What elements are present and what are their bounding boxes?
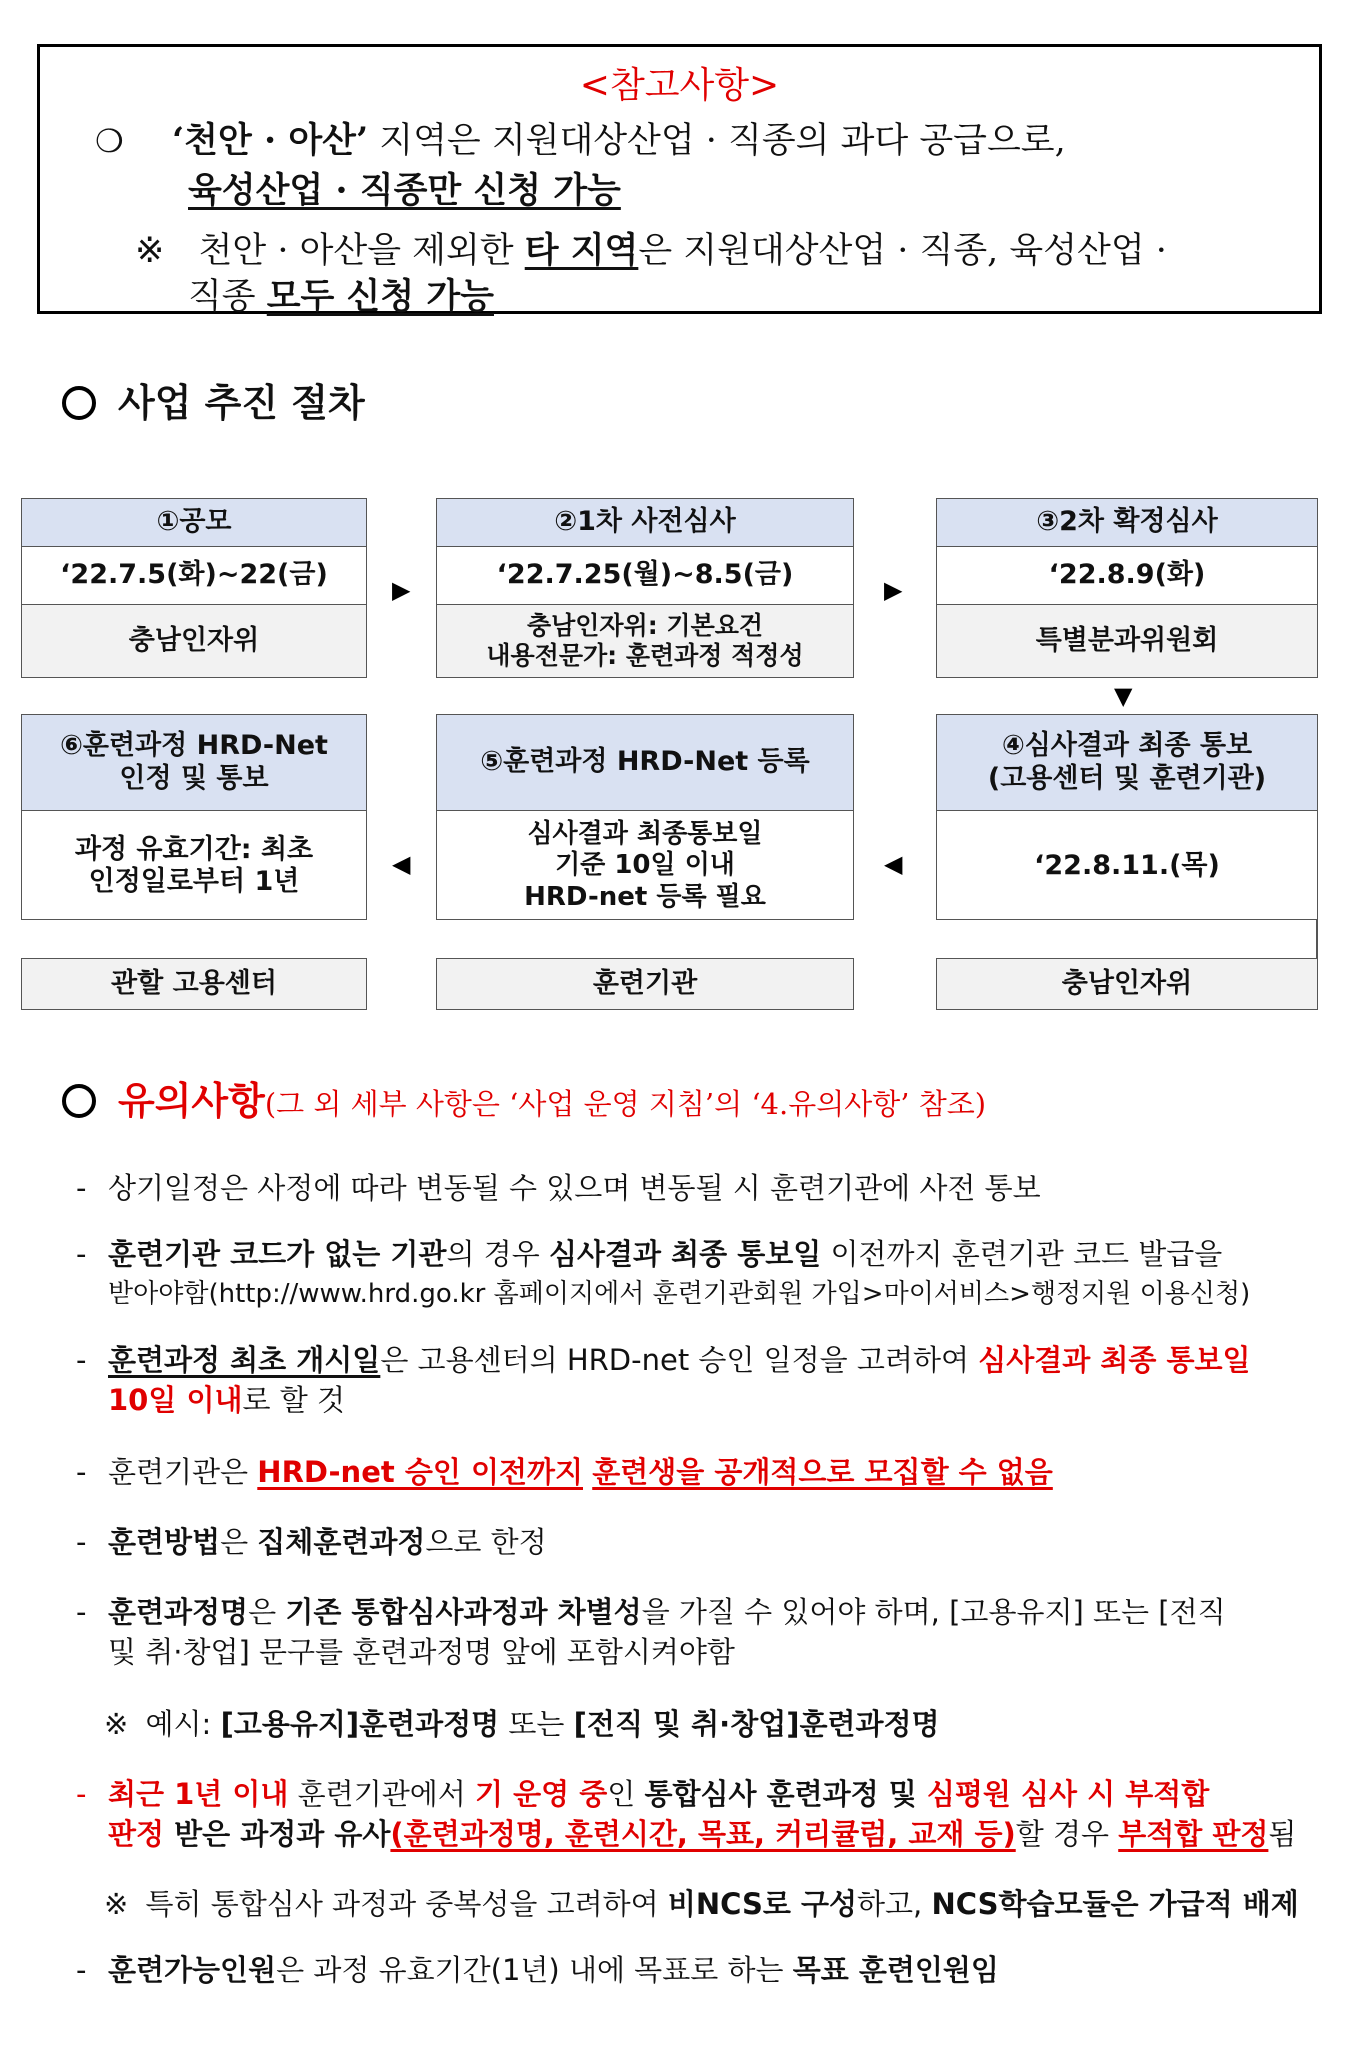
flow-step-6-header-line1: ⑥훈련과정 HRD-Net xyxy=(60,730,328,762)
note-6 xyxy=(76,1592,1226,1632)
note-8-bold-c: 목표 훈련인원임 xyxy=(792,1953,999,1987)
flow-step-5-body-line1: 심사결과 최종통보일 xyxy=(527,819,763,850)
flow-step-5-header: ⑤훈련과정 HRD-Net 등록 xyxy=(437,715,853,811)
bottom-label-left-text: 관할 고용센터 xyxy=(22,959,366,1009)
reference-box xyxy=(37,44,1322,317)
note-6-text-d: 을 가질 수 있어야 하며, [고용유지] 또는 [전직 xyxy=(641,1595,1226,1629)
flow-step-2-org xyxy=(437,605,853,677)
note-8 xyxy=(76,1950,999,1990)
flow-step-1-date: ‘22.7.5(화)~22(금) xyxy=(22,547,366,605)
note-4-red-d: 훈련생을 공개적으로 모집할 수 없음 xyxy=(592,1455,1053,1489)
note-5-text-b: 은 xyxy=(220,1525,258,1559)
flow-step-3-org: 특별분과위원회 xyxy=(937,605,1317,677)
reference-bullet-1 xyxy=(95,113,1066,163)
flow-step-2-header: ②1차 사전심사 xyxy=(437,499,853,547)
note-7-red-c: 기 운영 중 xyxy=(474,1777,608,1811)
dash-bullet: - xyxy=(76,1455,87,1489)
flow-step-5 xyxy=(436,714,854,920)
reference-bullet-2-text: 천안 · 아산을 제외한 xyxy=(198,231,525,271)
note-5 xyxy=(76,1522,547,1562)
circle-bullet-icon xyxy=(62,386,96,420)
note-3-text-e: 로 할 것 xyxy=(242,1383,345,1417)
note-7-red-f: 심평원 심사 시 부적합 xyxy=(926,1777,1210,1811)
flow-step-1-header: ①공모 xyxy=(22,499,366,547)
note-mark: ※ xyxy=(104,1887,129,1921)
note-5-text-d: 으로 한정 xyxy=(425,1525,547,1559)
note-4-space xyxy=(583,1455,592,1489)
dash-bullet: - xyxy=(76,1343,87,1377)
bottom-label-left xyxy=(21,958,367,1010)
reference-emphasis-region: 타 지역 xyxy=(524,230,639,271)
flow-step-2-org-line2: 내용전문가: 훈련과정 적정성 xyxy=(486,641,804,670)
note-8-text-b: 은 과정 유효기간(1년) 내에 목표로 하는 xyxy=(276,1953,793,1987)
section-notes-title xyxy=(62,1070,986,1125)
dash-bullet: - xyxy=(76,1595,87,1629)
note-6-text-b: 은 xyxy=(248,1595,286,1629)
flow-step-4-header-line2: (고용센터 및 훈련기관) xyxy=(987,762,1267,794)
section-process-title xyxy=(62,372,365,427)
dash-bullet: - xyxy=(76,1953,87,1987)
flow-step-5-body xyxy=(437,811,853,921)
note-7-red-i: (훈련과정명, 훈련시간, 목표, 커리큘럼, 교재 등) xyxy=(390,1817,1016,1851)
section-process-label: 사업 추진 절차 xyxy=(118,380,365,425)
flow-step-6-body-line2: 인정일로부터 1년 xyxy=(88,866,300,897)
note-7 xyxy=(76,1774,1209,1814)
note-3-red-c: 심사결과 최종 통보일 xyxy=(978,1343,1251,1377)
reference-bullet-1-text: 지역은 지원대상산업 · 직종의 과다 공급으로, xyxy=(368,121,1066,161)
arrow-down-icon: ▼ xyxy=(1114,682,1133,710)
note-3 xyxy=(76,1340,1251,1380)
note-7-text-b: 훈련기관에서 xyxy=(288,1777,475,1811)
circle-bullet-icon: ❍ xyxy=(95,122,124,160)
flow-step-1-org: 충남인자위 xyxy=(22,605,366,677)
note-7-line2 xyxy=(108,1814,1296,1854)
flow-step-6-body xyxy=(22,811,366,921)
reference-bullet-2-text-d: 직종 xyxy=(188,277,267,317)
flow-step-4 xyxy=(936,714,1318,920)
flow-step-6-header xyxy=(22,715,366,811)
note-7-example-text-c: 하고, xyxy=(857,1887,932,1921)
note-4 xyxy=(76,1452,1053,1492)
note-2-bold-c: 심사결과 최종 통보일 xyxy=(548,1237,822,1271)
reference-emphasis-all: 모두 신청 가능 xyxy=(266,276,494,317)
reference-bullet-2-text-cont: 은 지원대상산업 · 직종, 육성산업 · xyxy=(638,231,1167,271)
note-6-text-e: 및 취·창업] 문구를 훈련과정명 앞에 포함시켜야함 xyxy=(108,1635,735,1669)
note-7-text-l: 됨 xyxy=(1268,1817,1297,1851)
note-5-bold-c: 집체훈련과정 xyxy=(257,1525,426,1559)
note-3-red-d: 10일 이내 xyxy=(108,1383,243,1417)
note-6-example-label: 예시: xyxy=(145,1707,221,1741)
flow-step-4-header xyxy=(937,715,1317,811)
reference-bullet-2 xyxy=(135,223,1167,273)
note-7-red-a: 최근 1년 이내 xyxy=(108,1777,289,1811)
flow-step-6 xyxy=(21,714,367,920)
dash-bullet: - xyxy=(76,1171,87,1205)
note-4-red-b: HRD-net 승인 이전까지 xyxy=(257,1455,583,1489)
note-mark: ※ xyxy=(104,1707,129,1741)
note-2-text-d: 이전까지 훈련기관 코드 발급을 xyxy=(821,1237,1223,1271)
reference-bullet-2-line2 xyxy=(188,269,494,319)
dash-bullet: - xyxy=(76,1237,87,1271)
flow-step-4-date: ‘22.8.11.(목) xyxy=(1034,849,1220,881)
flow-step-3 xyxy=(936,498,1318,678)
flow-step-5-body-line3: HRD-net 등록 필요 xyxy=(524,881,766,912)
note-6-example-bold-b: [고용유지]훈련과정명 xyxy=(220,1707,500,1741)
reference-emphasis: 육성산업 · 직종만 신청 가능 xyxy=(188,170,621,211)
note-6-example xyxy=(104,1704,940,1744)
note-5-bold-a: 훈련방법 xyxy=(108,1525,221,1559)
arrow-left-icon: ◀ xyxy=(884,850,903,878)
dash-bullet: - xyxy=(76,1525,87,1559)
note-7-bold-e: 통합심사 훈련과정 및 xyxy=(644,1777,927,1811)
note-7-example-text-a: 특히 통합심사 과정과 중복성을 고려하여 xyxy=(145,1887,668,1921)
note-7-example-bold-b: 비NCS로 구성 xyxy=(667,1887,858,1921)
reference-title: <참고사항> xyxy=(579,65,780,106)
note-7-text-j: 할 경우 xyxy=(1015,1817,1119,1851)
arrow-left-icon: ◀ xyxy=(392,850,411,878)
note-6-line2 xyxy=(108,1632,735,1672)
note-2-line2 xyxy=(108,1274,1250,1314)
region-highlight: ‘천안 · 아산’ xyxy=(171,120,369,161)
dash-bullet: - xyxy=(76,1777,87,1811)
flow-step-2-date: ‘22.7.25(월)~8.5(금) xyxy=(437,547,853,605)
note-2-bold-a: 훈련기관 코드가 없는 기관 xyxy=(108,1237,447,1271)
note-6-bold-c: 기존 통합심사과정과 차별성 xyxy=(285,1595,642,1629)
bottom-label-right xyxy=(936,958,1318,1010)
flow-step-5-body-line2: 기준 10일 이내 xyxy=(555,850,735,881)
note-3-line2 xyxy=(108,1380,345,1420)
note-4-text-a: 훈련기관은 xyxy=(108,1455,258,1489)
note-2-text-e: 받아야함(http://www.hrd.go.kr 홈페이지에서 훈련기관회원 가입>마이서비스>행정지원 이용신청) xyxy=(108,1279,1251,1309)
note-mark: ※ xyxy=(135,231,165,271)
flow-step-6-header-line2: 인정 및 통보 xyxy=(119,762,269,794)
bottom-label-right-text: 충남인자위 xyxy=(937,959,1317,1009)
arrow-right-icon: ▶ xyxy=(392,576,411,604)
note-6-example-bold-d: [전직 및 취·창업]훈련과정명 xyxy=(573,1707,940,1741)
flow-step-2 xyxy=(436,498,854,678)
bottom-label-middle xyxy=(436,958,854,1010)
note-2-text-b: 의 경우 xyxy=(446,1237,549,1271)
circle-bullet-icon xyxy=(62,1084,96,1118)
flow-step-3-header: ③2차 확정심사 xyxy=(937,499,1317,547)
arrow-right-icon: ▶ xyxy=(884,576,903,604)
note-6-example-text-c: 또는 xyxy=(499,1707,574,1741)
flow-step-2-org-line1: 충남인자위: 기본요건 xyxy=(526,611,764,640)
bottom-label-middle-text: 훈련기관 xyxy=(437,959,853,1009)
note-1 xyxy=(76,1168,1346,1208)
flow-step-4-header-line1: ④심사결과 최종 통보 xyxy=(1001,730,1253,762)
note-7-red-k: 부적합 판정 xyxy=(1118,1817,1269,1851)
note-7-example-bold-d: NCS학습모듈은 가급적 배제 xyxy=(931,1887,1299,1921)
note-6-bold-a: 훈련과정명 xyxy=(108,1595,249,1629)
note-8-bold-a: 훈련가능인원 xyxy=(108,1953,277,1987)
note-7-example xyxy=(104,1884,1299,1924)
flow-step-6-body-line1: 과정 유효기간: 최초 xyxy=(74,833,314,865)
connector-line xyxy=(1316,920,1318,958)
section-notes-label: 유의사항 xyxy=(118,1078,265,1123)
note-3-bold-a: 훈련과정 최초 개시일 xyxy=(108,1343,381,1377)
section-notes-subtitle: (그 외 세부 사항은 ‘사업 운영 지침’의 ‘4.유의사항’ 참조) xyxy=(264,1087,987,1121)
reference-bullet-1-line2 xyxy=(188,163,621,213)
flow-step-3-date: ‘22.8.9(화) xyxy=(937,547,1317,605)
note-3-text-b: 은 고용센터의 HRD-net 승인 일정을 고려하여 xyxy=(380,1343,979,1377)
note-7-bold-h: 받은 과정과 유사 xyxy=(164,1817,391,1851)
flow-step-1 xyxy=(21,498,367,678)
note-2 xyxy=(76,1234,1222,1274)
note-7-red-g: 판정 xyxy=(108,1817,165,1851)
note-1-text: 상기일정은 사정에 따라 변동될 수 있으며 변동될 시 훈련기관에 사전 통보 xyxy=(108,1171,1041,1205)
note-7-text-d: 인 xyxy=(607,1777,645,1811)
